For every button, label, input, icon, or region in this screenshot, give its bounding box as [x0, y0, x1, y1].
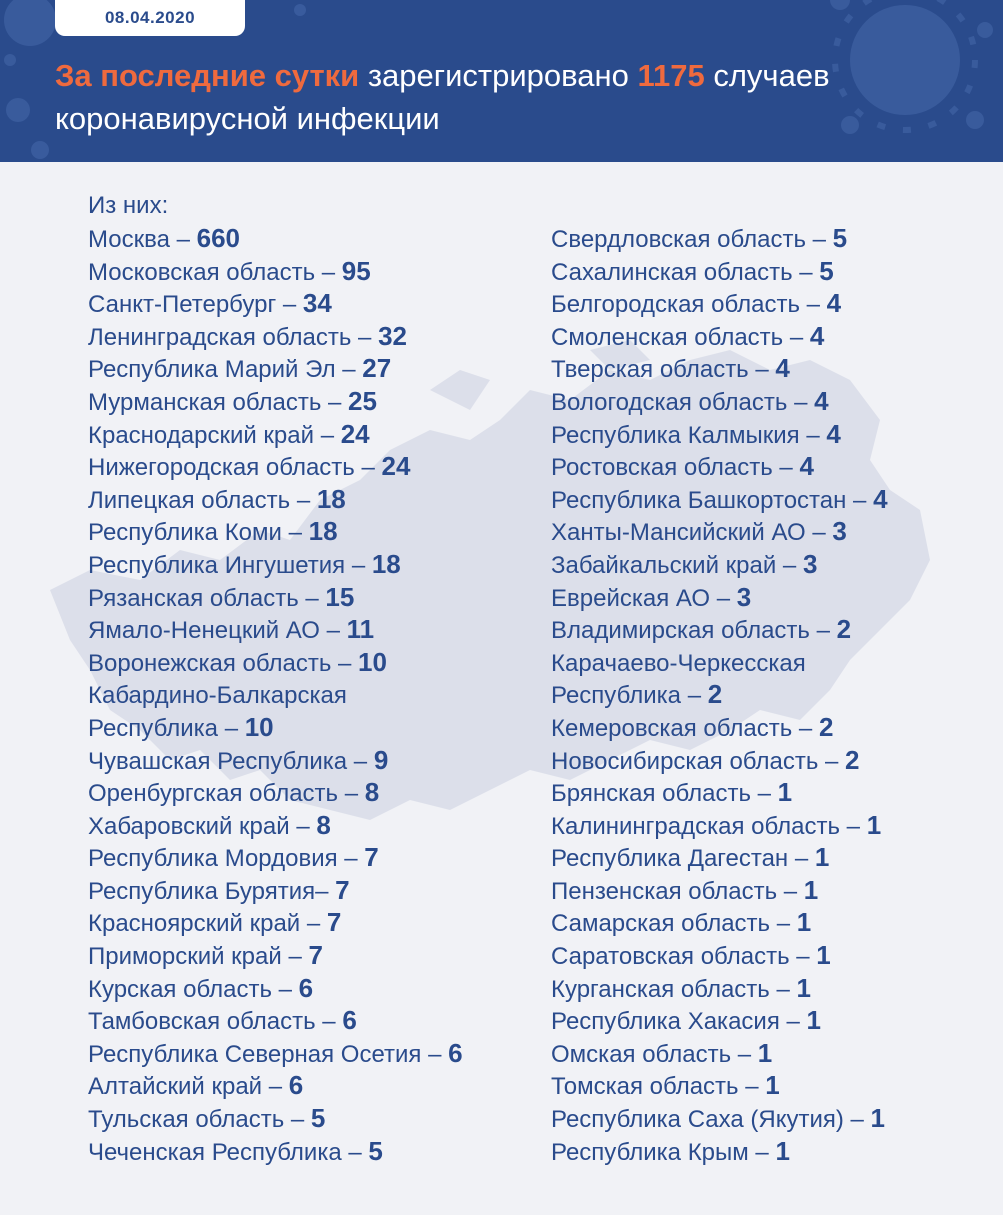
region-row — [88, 809, 463, 842]
region-row — [88, 483, 463, 516]
case-count: 4 — [873, 483, 888, 514]
region-name: Красноярский край – — [88, 910, 327, 938]
region-row — [551, 1037, 888, 1070]
headline-part1: зарегистрировано — [359, 58, 638, 93]
case-count: 4 — [826, 418, 841, 449]
region-row — [88, 548, 463, 581]
case-count: 2 — [836, 614, 852, 645]
region-name: Курганская область – — [551, 975, 797, 1003]
region-name: Республика – — [551, 682, 708, 710]
region-name: Брянская область – — [551, 780, 778, 808]
case-count: 1 — [765, 1070, 780, 1101]
headline-accent: За последние сутки — [55, 58, 360, 93]
region-name: Хабаровский край – — [88, 812, 317, 840]
case-count: 8 — [364, 777, 380, 808]
region-row — [88, 1069, 463, 1102]
headline-part2: случаев — [704, 58, 830, 93]
region-row — [88, 581, 463, 614]
region-name: Саратовская область – — [551, 943, 817, 971]
region-name: Тверская область – — [551, 356, 776, 384]
case-count: 3 — [736, 581, 752, 612]
region-name: Чеченская Республика – — [88, 1138, 369, 1166]
region-name: Карачаево-Черкесская — [551, 649, 806, 677]
region-row — [88, 515, 463, 548]
region-name: Кабардино-Балкарская — [88, 682, 347, 710]
headline — [55, 54, 955, 140]
region-row — [88, 418, 463, 451]
region-row — [88, 776, 463, 809]
region-name: Республика Северная Осетия – — [88, 1040, 449, 1068]
case-count: 18 — [371, 548, 401, 579]
case-count: 6 — [448, 1037, 463, 1068]
region-name: Санкт-Петербург – — [88, 291, 303, 319]
region-name: Сахалинская область – — [551, 258, 820, 286]
region-name: Республика Мордовия – — [88, 845, 365, 873]
case-count: 4 — [814, 385, 829, 416]
region-name: Республика Марий Эл – — [88, 356, 363, 384]
region-name: Владимирская область – — [551, 617, 837, 645]
date-tab: 08.04.2020 — [55, 0, 245, 36]
region-name: Забайкальский край – — [551, 551, 803, 579]
case-count: 9 — [373, 744, 389, 775]
region-row — [88, 255, 463, 288]
region-row — [88, 711, 463, 744]
case-count: 1 — [757, 1037, 773, 1068]
case-count: 4 — [809, 320, 825, 351]
headline-number: 1175 — [637, 58, 705, 93]
case-count: 1 — [814, 842, 830, 873]
region-row — [88, 939, 463, 972]
case-count: 7 — [335, 874, 350, 905]
region-name: Калининградская область – — [551, 812, 867, 840]
region-row — [551, 939, 888, 972]
region-name: Республика Калмыкия – — [551, 421, 827, 449]
case-count: 1 — [796, 972, 811, 1003]
region-name: Белгородская область – — [551, 291, 827, 319]
region-row — [551, 287, 888, 320]
region-name: Москва – — [88, 226, 197, 253]
region-row — [551, 320, 888, 353]
case-count: 2 — [845, 744, 860, 775]
region-row — [88, 744, 463, 777]
region-name: Чувашская Республика – — [88, 747, 374, 775]
region-name: Новосибирская область – — [551, 747, 845, 775]
region-row — [88, 450, 463, 483]
region-name: Республика Крым – — [551, 1138, 776, 1166]
region-name: Омская область – — [551, 1040, 758, 1068]
region-row — [551, 972, 888, 1005]
region-name: Республика Башкортостан – — [551, 486, 874, 514]
region-name: Самарская область – — [551, 910, 797, 938]
region-name: Нижегородская область – — [88, 454, 382, 482]
region-name: Московская область – — [88, 258, 342, 286]
region-row — [551, 581, 888, 614]
region-row — [88, 385, 463, 418]
case-count: 10 — [358, 646, 387, 677]
case-count: 2 — [707, 679, 723, 710]
region-name: Республика Дагестан – — [551, 845, 815, 873]
region-row — [88, 874, 463, 907]
case-count: 1 — [777, 777, 793, 808]
region-row — [551, 222, 888, 255]
region-row — [88, 972, 463, 1005]
case-count: 7 — [326, 907, 342, 938]
region-row — [88, 352, 463, 385]
case-count: 1 — [866, 809, 882, 840]
left-region-list — [88, 190, 463, 1167]
region-name: Томская область – — [551, 1073, 766, 1101]
region-row — [551, 711, 888, 744]
region-row — [88, 287, 463, 320]
case-count: 1 — [796, 907, 812, 938]
region-name: Оренбургская область – — [88, 780, 365, 808]
case-count: 5 — [819, 255, 834, 286]
region-row — [551, 613, 888, 646]
case-count: 7 — [308, 940, 323, 971]
region-name: Мурманская область – — [88, 388, 349, 416]
case-count: 5 — [310, 1103, 326, 1134]
case-count: 6 — [288, 1070, 304, 1101]
case-count: 25 — [348, 385, 377, 416]
right-region-list — [551, 222, 888, 1167]
case-count: 1 — [806, 1005, 821, 1036]
region-name: Свердловская область – — [551, 226, 833, 253]
region-row — [88, 1037, 463, 1070]
region-name: Республика Коми – — [88, 519, 309, 547]
case-count: 32 — [378, 320, 407, 351]
region-name: Воронежская область – — [88, 649, 359, 677]
region-name: Республика Ингушетия – — [88, 551, 372, 579]
case-count: 24 — [340, 418, 370, 449]
region-row — [551, 678, 888, 711]
region-name: Ленинградская область – — [88, 323, 379, 351]
region-row — [551, 418, 888, 451]
region-row — [88, 841, 463, 874]
case-count: 5 — [832, 223, 848, 253]
headline-line2: коронавирусной инфекции — [55, 101, 440, 136]
region-name: Ямало-Ненецкий АО – — [88, 617, 347, 645]
region-row — [551, 450, 888, 483]
intro-label: Из них: — [88, 192, 169, 219]
case-count: 8 — [316, 809, 331, 840]
case-count: 4 — [799, 451, 814, 482]
case-count: 18 — [316, 483, 346, 514]
region-name: Еврейская АО – — [551, 584, 737, 612]
region-row — [551, 385, 888, 418]
region-row — [88, 222, 463, 255]
region-row — [551, 515, 888, 548]
case-count: 3 — [802, 548, 818, 579]
region-name: Тамбовская область – — [88, 1008, 343, 1036]
region-row — [551, 874, 888, 907]
case-count: 18 — [308, 516, 338, 547]
region-name: Курская область – — [88, 975, 299, 1003]
region-row — [551, 255, 888, 288]
region-row — [551, 776, 888, 809]
case-count: 95 — [341, 255, 371, 286]
case-count: 6 — [342, 1005, 357, 1036]
region-row — [551, 1004, 888, 1037]
case-count: 1 — [775, 1135, 790, 1166]
case-count: 27 — [362, 353, 392, 384]
region-name: Республика Хакасия – — [551, 1008, 807, 1036]
case-count: 10 — [244, 711, 274, 742]
region-row — [88, 1102, 463, 1135]
region-row — [88, 678, 463, 711]
case-count: 7 — [364, 842, 379, 873]
case-count: 3 — [832, 516, 847, 547]
region-row — [551, 548, 888, 581]
header-banner — [0, 0, 1003, 162]
case-count: 6 — [298, 972, 314, 1003]
region-row — [551, 744, 888, 777]
case-count: 5 — [368, 1135, 383, 1166]
case-count: 11 — [346, 614, 375, 645]
region-name: Пензенская область – — [551, 877, 804, 905]
case-count: 1 — [870, 1103, 886, 1134]
region-name: Ханты-Мансийский АО – — [551, 519, 833, 547]
case-count: 34 — [302, 288, 332, 319]
region-name: Приморский край – — [88, 943, 309, 971]
region-name: Алтайский край – — [88, 1073, 289, 1101]
region-row — [551, 841, 888, 874]
case-count: 660 — [196, 223, 241, 253]
region-name: Республика Саха (Якутия) – — [551, 1106, 871, 1134]
case-count: 4 — [826, 288, 842, 319]
region-row — [551, 352, 888, 385]
region-row — [551, 646, 888, 679]
region-name: Вологодская область – — [551, 388, 815, 416]
region-name: Республика Бурятия– — [88, 877, 336, 905]
case-count: 24 — [381, 451, 411, 482]
region-row — [551, 483, 888, 516]
region-row — [88, 906, 463, 939]
region-name: Краснодарский край – — [88, 421, 341, 449]
region-name: Республика – — [88, 714, 245, 742]
region-row — [551, 1102, 888, 1135]
region-row — [88, 1135, 463, 1168]
region-row — [88, 646, 463, 679]
region-row — [88, 613, 463, 646]
region-name: Рязанская область – — [88, 584, 326, 612]
region-row — [88, 1004, 463, 1037]
region-row — [551, 1069, 888, 1102]
case-count: 1 — [816, 940, 831, 971]
region-name: Тульская область – — [88, 1106, 311, 1134]
region-row — [551, 809, 888, 842]
region-name: Смоленская область – — [551, 323, 810, 351]
case-count: 15 — [325, 581, 355, 612]
case-count: 2 — [818, 711, 834, 742]
region-name: Ростовская область – — [551, 454, 800, 482]
case-count: 4 — [775, 353, 790, 384]
region-row — [551, 1135, 888, 1168]
region-row — [551, 906, 888, 939]
case-count: 1 — [803, 874, 819, 905]
region-name: Кемеровская область – — [551, 714, 819, 742]
region-row — [88, 320, 463, 353]
region-name: Липецкая область – — [88, 486, 317, 514]
